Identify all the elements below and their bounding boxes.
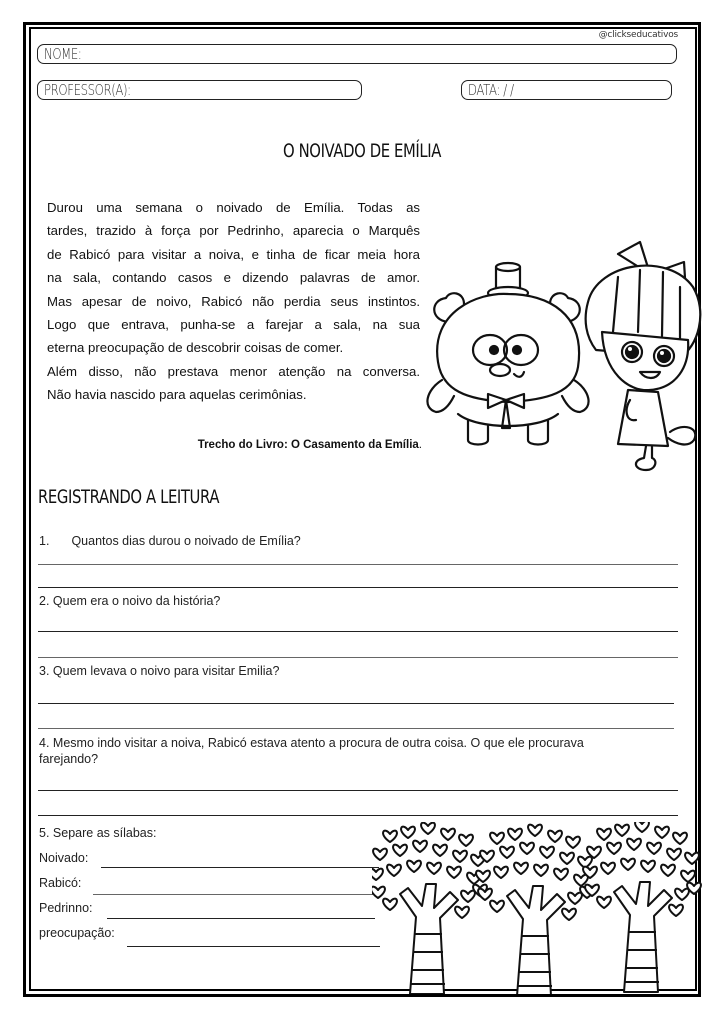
story-text [47,196,420,407]
heart-tree [583,822,701,992]
date-label: DATA: / / [468,81,514,99]
answer-line[interactable] [38,703,674,704]
answer-line[interactable] [38,631,678,632]
answer-line[interactable] [38,790,678,791]
name-label: NOME: [44,45,82,63]
question-1 [39,534,301,548]
answer-line[interactable] [38,728,674,729]
date-field[interactable] [461,80,672,100]
syllable-answer-line[interactable] [101,867,379,868]
heart-tree [372,823,487,994]
story-line: tardes, trazido à força por Pedrinho, aparecia o Marquês [47,223,420,239]
story-line: Além disso, não prestava menor atenção na conversa. [47,363,420,379]
answer-line[interactable] [38,564,678,565]
emilia-doll-icon [586,242,701,470]
syllable-word-preocupacao: preocupação: [39,926,115,940]
syllable-word-rabico: Rabicó: [39,876,82,890]
question-text: Quem levava o noivo para visitar Emilia? [52,664,280,678]
question-text: Separe as sílabas: [52,826,157,840]
section-title: REGISTRANDO A LEITURA [38,486,220,508]
question-number: 5. [39,826,50,840]
question-number: 1. [39,534,50,548]
story-credit [160,439,422,451]
story-line: Mas apesar de noivo, Rabicó não perdia seus instintos. [47,293,420,309]
question-2 [39,594,220,608]
story-line: eterna preocupação de descobrir coisas de comer. [47,340,344,356]
teacher-label: PROFESSOR(A): [44,81,131,99]
story-line: de Rabicó para visitar a noiva, e tinha de ficar meia hora [47,246,420,262]
question-5 [39,826,156,840]
question-number: 3. [39,664,50,678]
story-line: Não havia nascido para aquelas cerimônias. [47,387,307,403]
syllable-word-pedrinno: Pedrinno: [39,901,93,915]
syllable-answer-line[interactable] [93,894,378,895]
question-number: 2. [39,594,50,608]
author-handle: @clickseducativos [598,30,678,40]
credit-period: . [418,439,422,451]
credit-text: Trecho do Livro: O Casamento da Emília [197,439,419,451]
story-title: O NOIVADO DE EMÍLIA [283,140,441,162]
question-3 [39,664,279,678]
syllable-answer-line[interactable] [107,918,375,919]
story-line: na sala, contando casos e dizendo palavras de amor. [47,270,420,286]
story-line: Durou uma semana o noivado de Emília. Todas as [47,200,420,215]
question-text: Mesmo indo visitar a noiva, Rabicó estava atento a procura de outra coisa. O que ele procurava [52,736,584,750]
heart-tree [476,825,594,994]
rabico-pig-icon [427,263,588,445]
story-line: Logo que entrava, punha-se a farejar a sala, na sua [47,317,420,333]
question-number: 4. [39,736,50,750]
syllable-word-noivado: Noivado: [39,851,89,865]
answer-line[interactable] [38,657,678,658]
question-text: Quantos dias durou o noivado de Emília? [71,534,301,548]
teacher-field[interactable] [37,80,362,100]
question-4 [39,736,584,750]
answer-line[interactable] [38,587,678,588]
answer-line[interactable] [38,815,678,816]
question-text: Quem era o noivo da história? [52,594,221,608]
question-4-continued: farejando? [39,752,99,766]
syllable-answer-line[interactable] [127,946,380,947]
name-field[interactable] [37,44,677,64]
heart-trees-illustration [372,822,702,994]
rabico-emilia-illustration [418,232,708,472]
